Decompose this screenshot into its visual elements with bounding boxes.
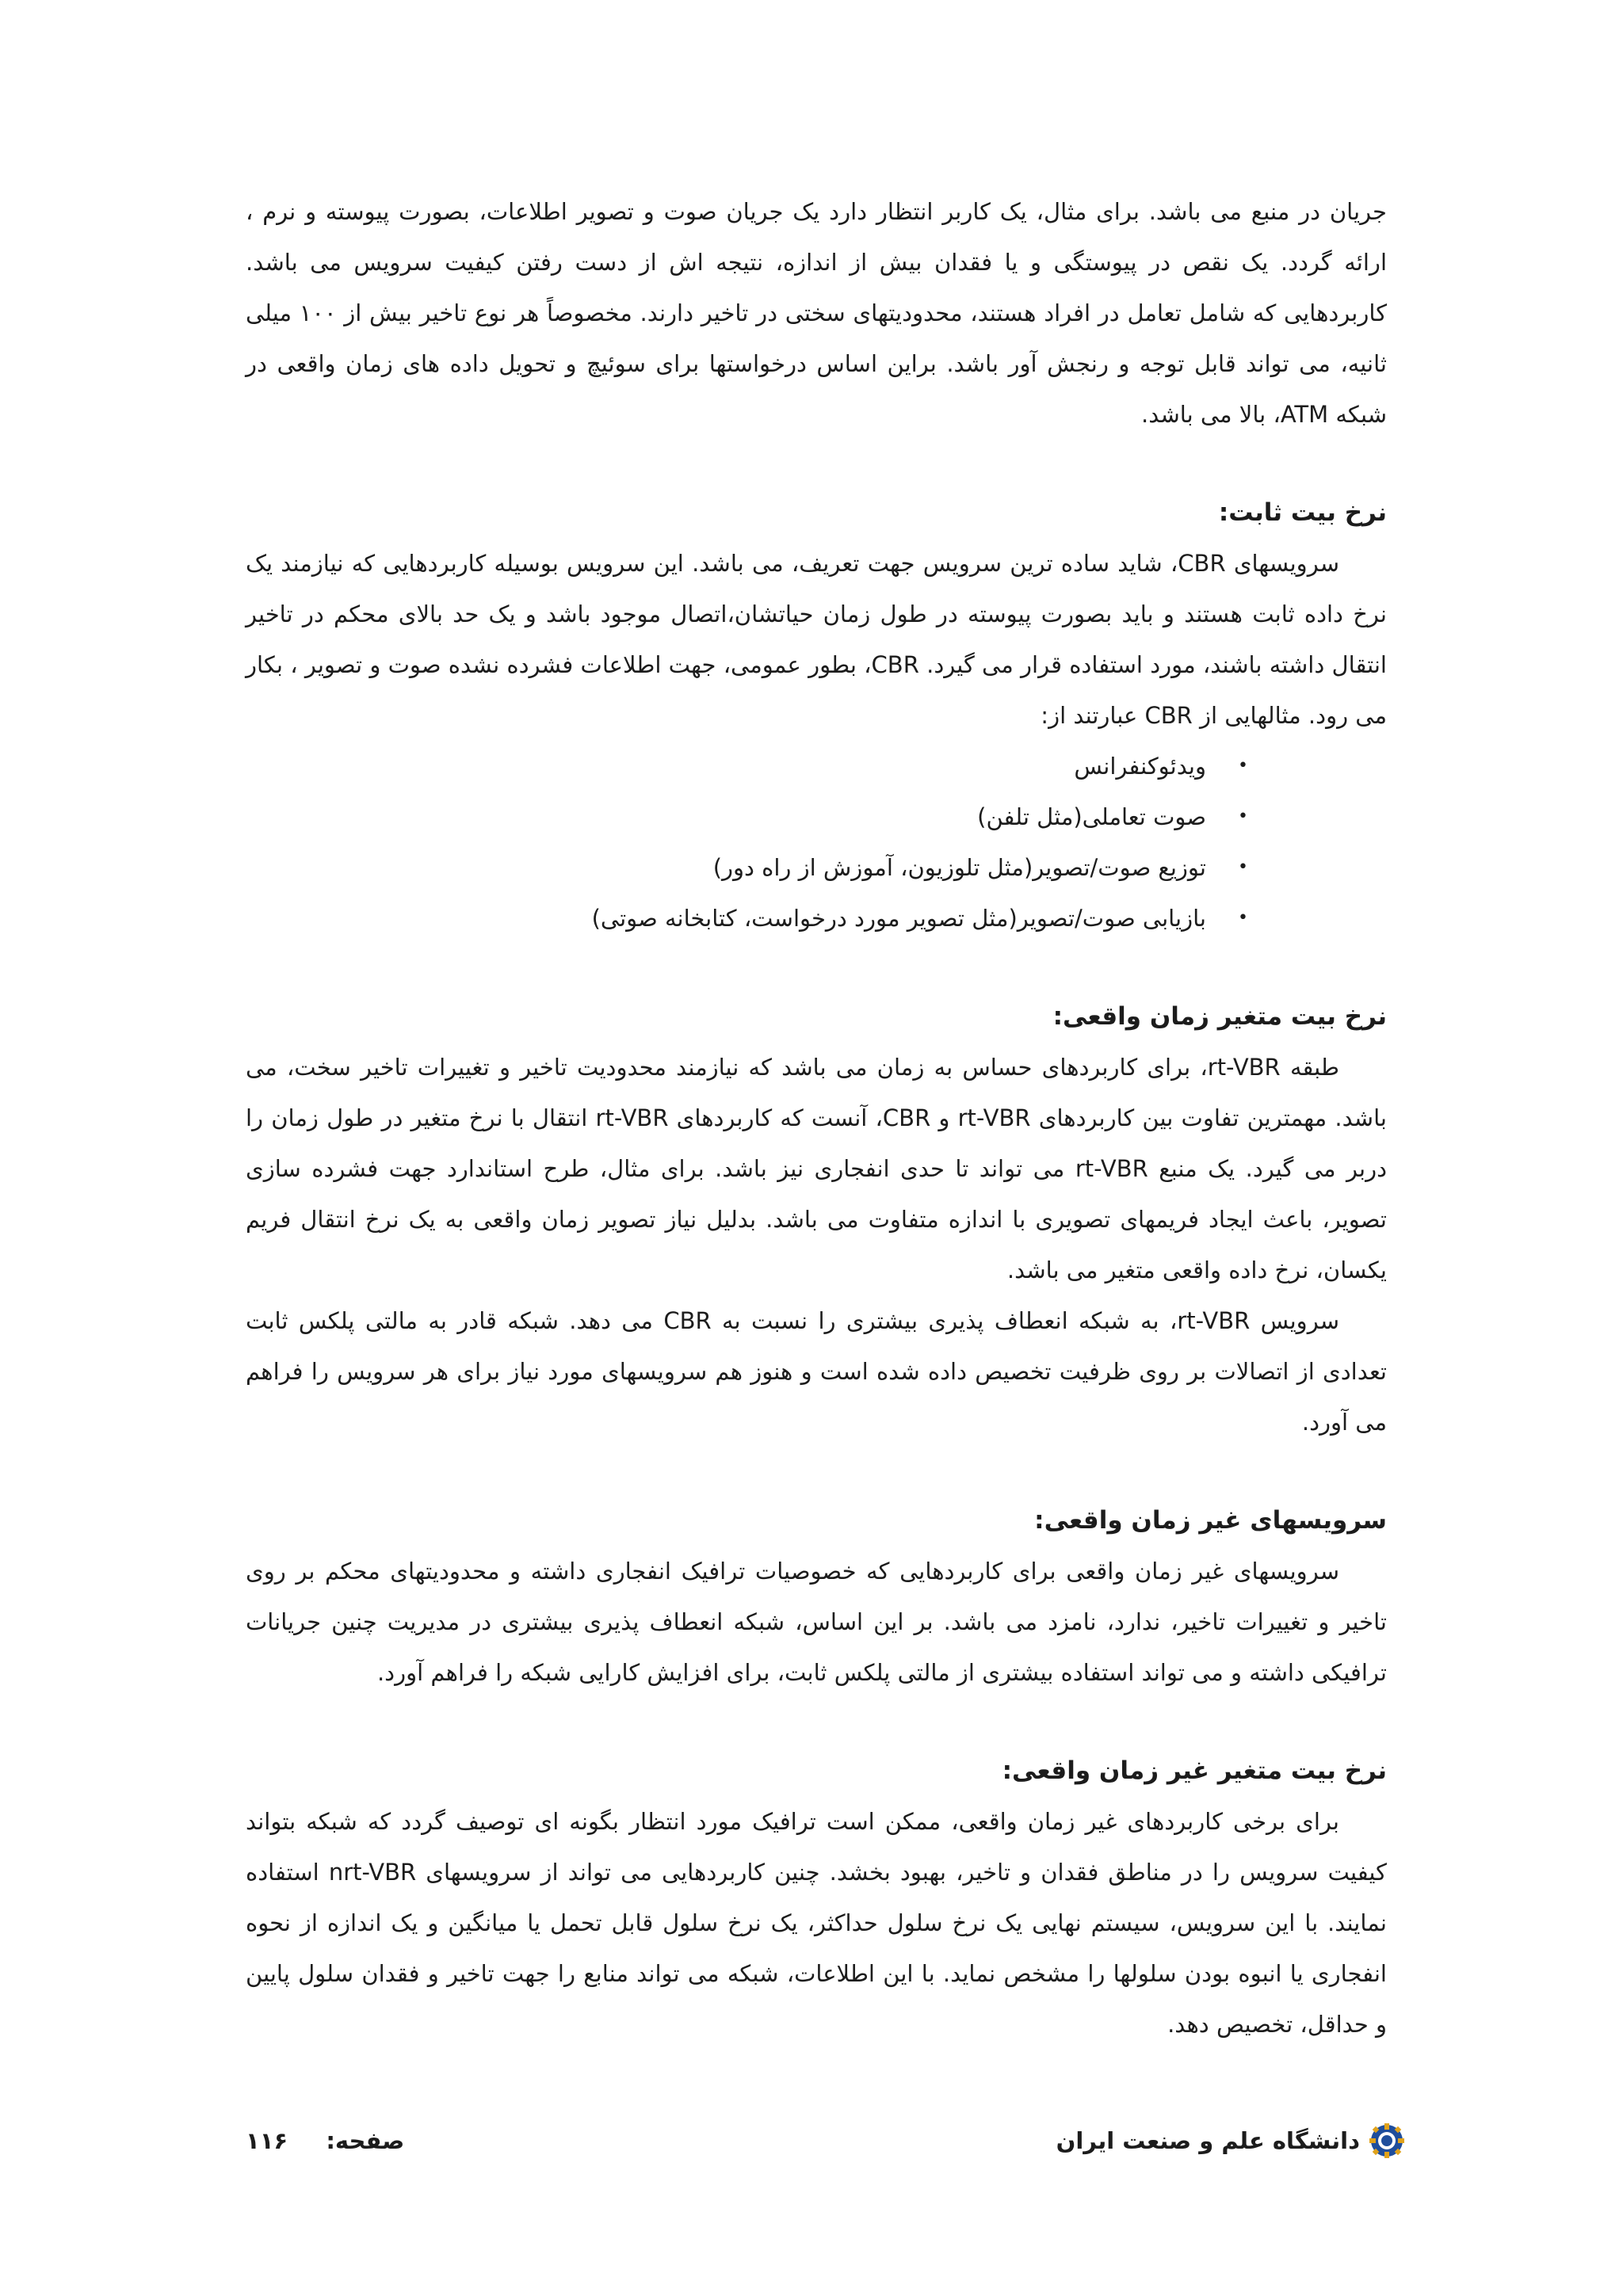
rt-vbr-paragraph-1: طبقه rt-VBR، برای کاربردهای حساس به زمان می باشد که نیازمند محدودیت تاخیر و تغییرات تاخیر سخت، می باشد. مهمترین تفاوت بین کاربردهای rt-VBR و CBR، آنست که کاربردهای rt-VBR انتقال با نرخ متغیر در طول زمان را دربر می گیرد. یک منبع rt-VBR می تواند تا حدی انفجاری نیز باشد. برای مثال، طرح استاندارد جهت فشرده سازی تصویر، باعث ایجاد فریمهای تصویری با اندازه متفاوت می باشد. بدلیل نیاز تصویر زمان واقعی به یک نرخ انتقال فریم یکسان، نرخ داده واقعی متغیر می باشد. [246,1054,1388,1283]
list-item-text: بازیابی صوت/تصویر(مثل تصویر مورد درخواست، کتابخانه صوتی) [591,905,1206,932]
footer-university-name: دانشگاه علم و صنعت ایران [1056,2127,1360,2154]
bullet-dot-icon: • [1238,857,1248,877]
heading-nrt-vbr: نرخ بیت متغیر غیر زمان واقعی: [1002,1756,1387,1785]
page-label: صفحه: [326,2127,405,2154]
bullet-dot-icon: • [1238,908,1248,928]
university-logo-icon [1369,2123,1404,2158]
bullet-dot-icon: • [1238,807,1248,826]
page-number: ۱۱۶ [246,2127,288,2154]
list-item-text: صوت تعاملی(مثل تلفن) [977,803,1206,830]
list-item [246,893,1387,944]
heading-rt-vbr: نرخ بیت متغیر زمان واقعی: [1052,1002,1387,1031]
list-item [246,791,1387,842]
list-item [246,842,1387,893]
heading-non-real-time: سرویسهای غیر زمان واقعی: [1034,1506,1387,1535]
heading-cbr: نرخ بیت ثابت: [1218,498,1387,527]
bullet-dot-icon: • [1238,756,1248,776]
list-item-text: ویدئوکنفرانس [1074,753,1206,780]
footer-page-number [246,2123,404,2158]
nrt-vbr-paragraph: برای برخی کاربردهای غیر زمان واقعی، ممکن است ترافیک مورد انتظار بگونه ای توصیف گردد که شبکه بتواند کیفیت سرویس را در مناطق فقدان و تاخیر، بهبود بخشد. چنین کاربردهایی می تواند از سرویسهای nrt-VBR استفاده نمایند. با این سرویس، سیستم نهایی یک نرخ سلول حداکثر، یک نرخ سلول قابل تحمل یا میانگین و یک اندازه از نحوه انفجاری یا انبوه بودن سلولها را مشخص نماید. با این اطلاعات، شبکه می تواند منابع را جهت تاخیر و فقدان سلول پایین و حداقل، تخصیص دهد. [246,1808,1387,2038]
list-item [246,741,1387,791]
rt-vbr-paragraph-2: سرویس rt-VBR، به شبکه انعطاف پذیری بیشتری را نسبت به CBR می دهد. شبکه قادر به مالتی پلکس ثابت تعدادی از اتصالات بر روی ظرفیت تخصیص داده شده است و هنوز هم سرویسهای مورد نیاز برای هر سرویس را فراهم می آورد. [246,1307,1387,1436]
cbr-examples-list [246,741,1387,944]
cbr-paragraph: سرویسهای CBR، شاید ساده ترین سرویس جهت تعریف، می باشد. این سرویس بوسیله کاربردهایی که نیازمند یک نرخ داده ثابت هستند و باید بصورت پیوسته در طول زمان حیاتشان،اتصال موجود باشد و یک حد بالای محکم در تاخیر انتقال داشته باشند، مورد استفاده قرار می گیرد. CBR، بطور عمومی، جهت اطلاعات فشرده نشده صوت و تصویر ، بکار می رود. مثالهایی از CBR عبارتند از: [246,550,1387,729]
document-body [246,186,1387,2050]
non-real-time-paragraph: سرویسهای غیر زمان واقعی برای کاربردهایی که خصوصیات ترافیک انفجاری داشته و محدودیتهای محکم بر روی تاخیر و تغییرات تاخیر، ندارد، نامزد می باشد. بر این اساس، شبکه انعطاف پذیری بیشتری در مدیریت چنین جریانات ترافیکی داشته و می تواند استفاده بیشتری از مالتی پلکس ثابت، برای افزایش کارایی شبکه را فراهم آورد. [246,1558,1387,1686]
list-item-text: توزیع صوت/تصویر(مثل تلوزیون، آموزش از راه دور) [712,854,1206,881]
intro-paragraph: جریان در منبع می باشد. برای مثال، یک کاربر انتظار دارد یک جریان صوت و تصویر اطلاعات، بصورت پیوسته و نرم ، ارائه گردد. یک نقص در پیوستگی و یا فقدان بیش از اندازه، نتیجه اش از دست رفتن کیفیت سرویس می باشد. کاربردهایی که شامل تعامل در افراد هستند، محدودیتهای سختی در تاخیر دارند. مخصوصاً هر نوع تاخیر بیش از ۱۰۰ میلی ثانیه، می تواند قابل توجه و رنجش آور باشد. براین اساس درخواستها برای سوئیچ و تحویل داده های زمان واقعی در شبکه ATM، بالا می باشد. [246,198,1388,428]
